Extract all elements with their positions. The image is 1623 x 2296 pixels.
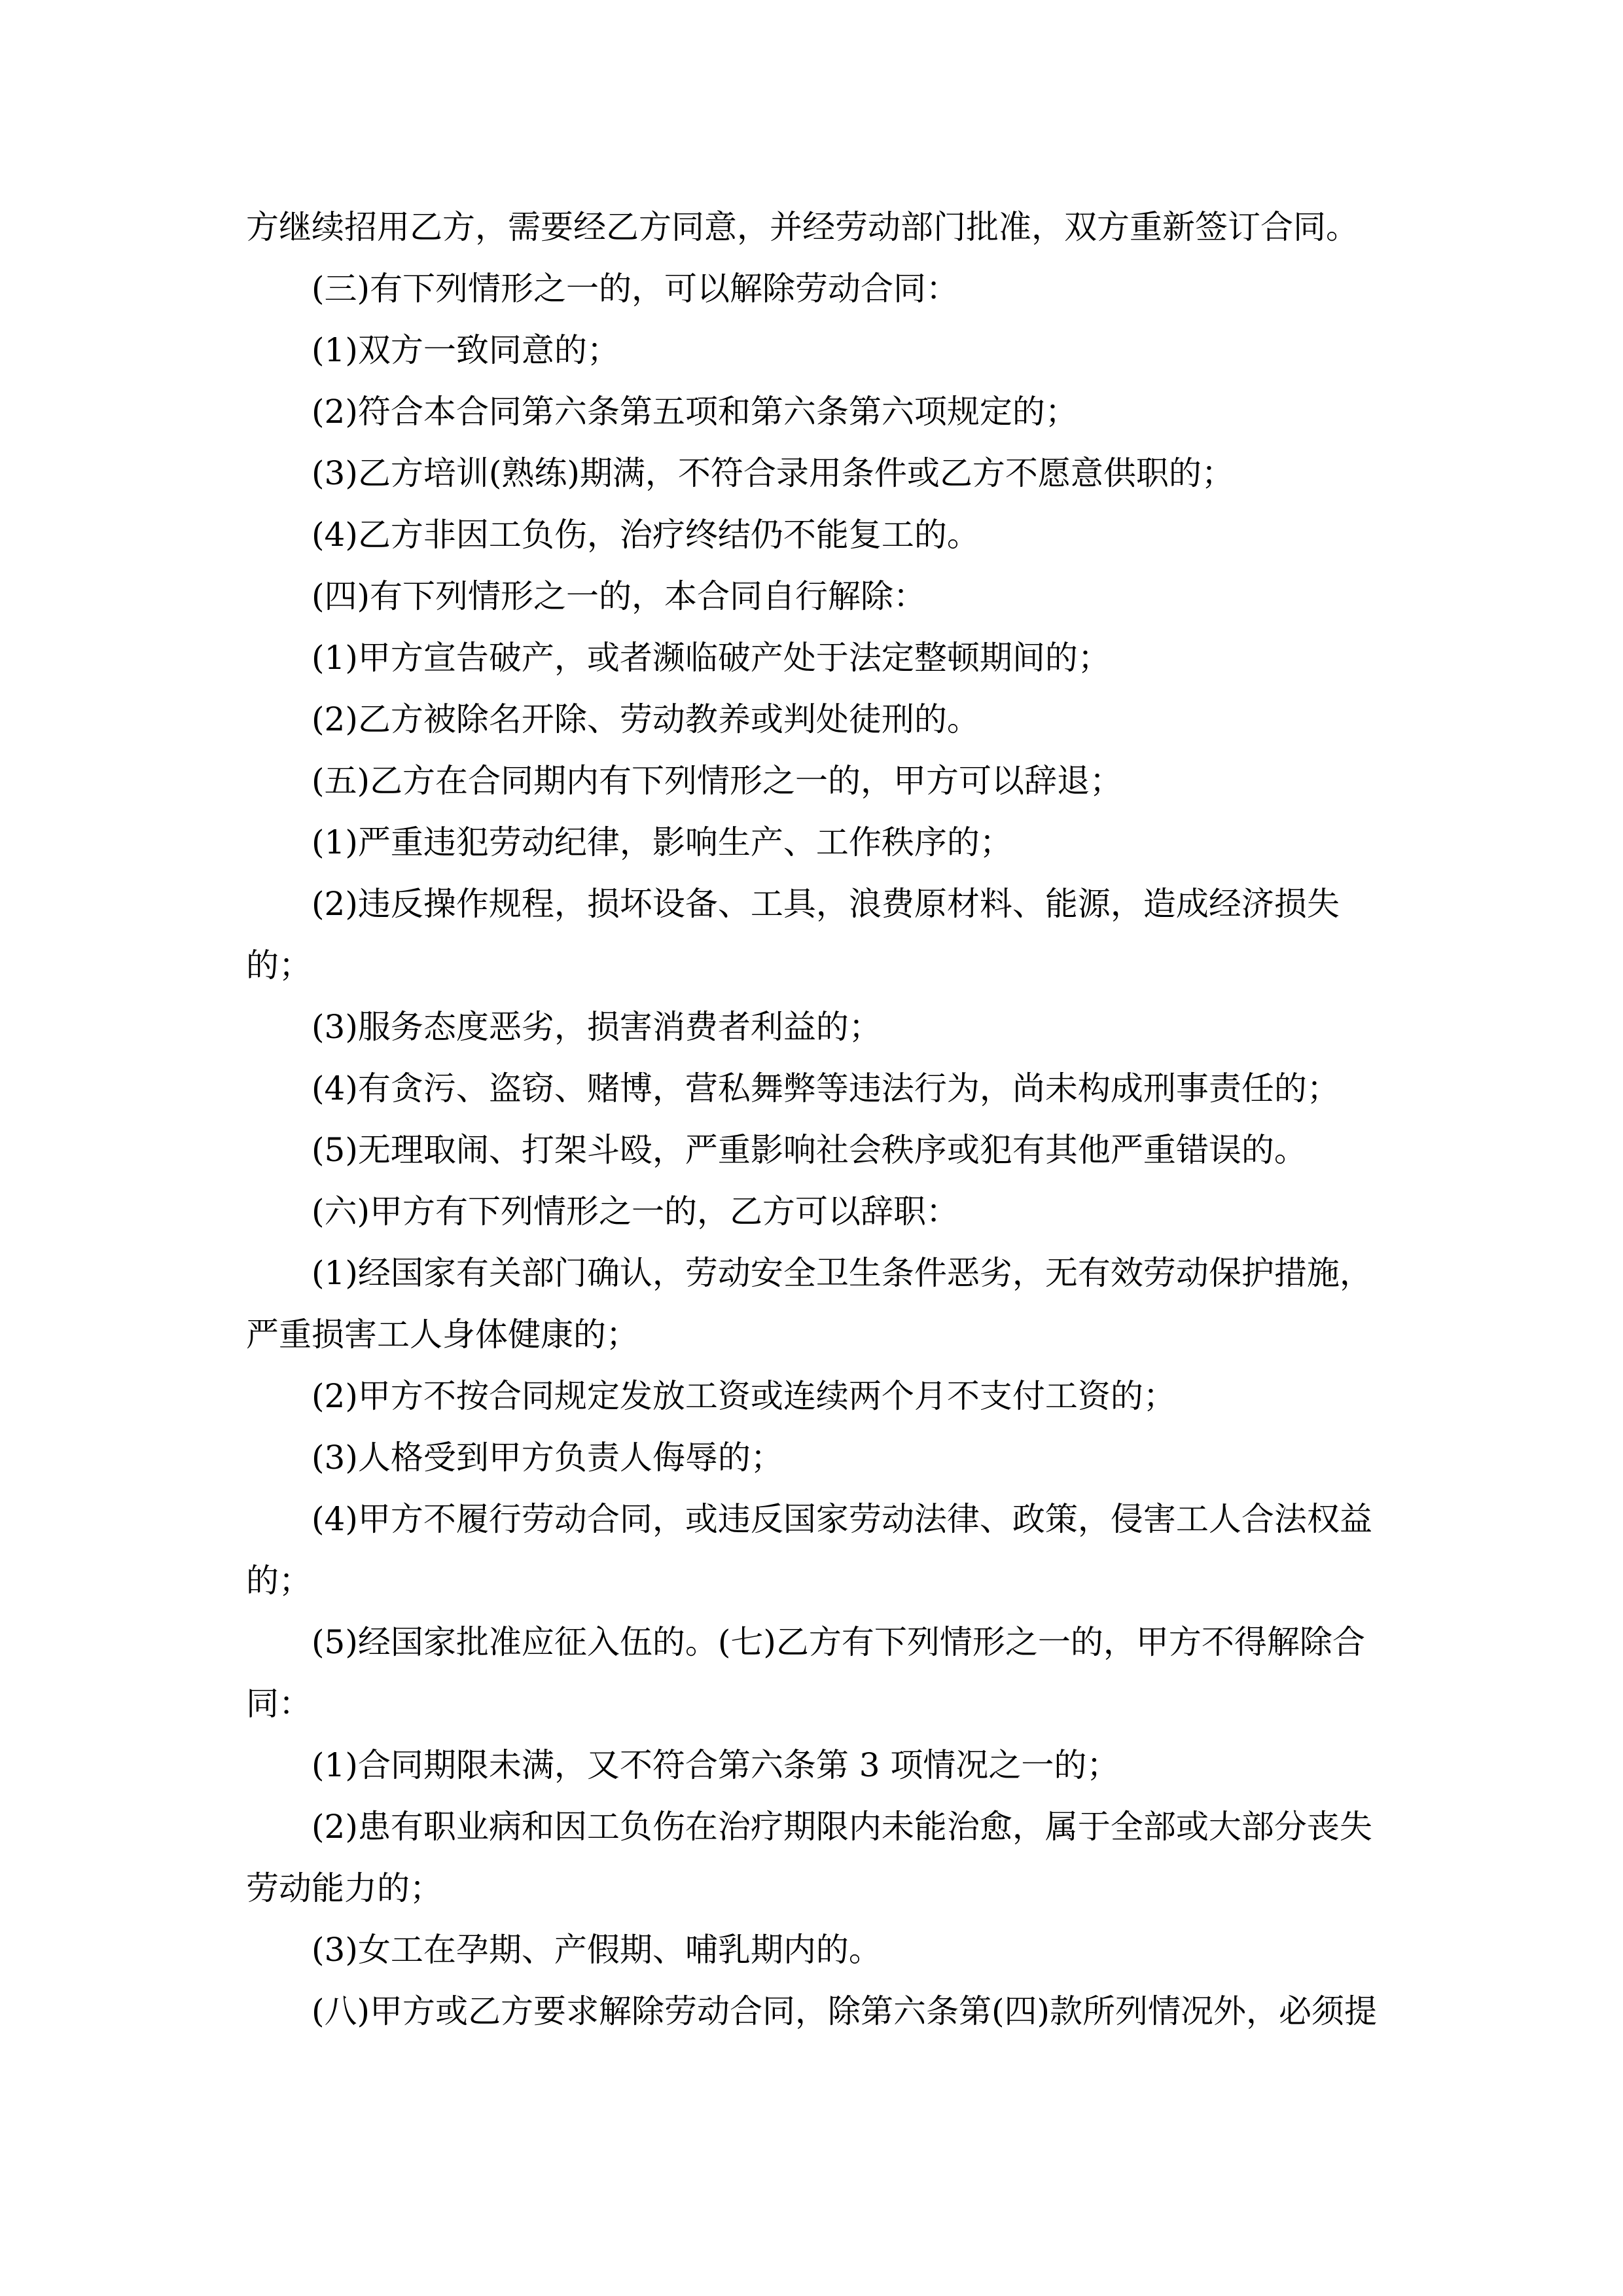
paragraph: (4)乙方非因工负伤，治疗终结仍不能复工的。 [312,516,980,554]
paragraph: (六)甲方有下列情形之一的，乙方可以辞职： [312,1193,959,1230]
paragraph: (五)乙方在合同期内有下列情形之一的，甲方可以辞退； [312,762,1123,800]
paragraph: (四)有下列情形之一的，本合同自行解除： [312,577,927,615]
paragraph: (1)甲方宣告破产，或者濒临破产处于法定整顿期间的； [312,639,1111,677]
paragraph: (3)女工在孕期、产假期、哺乳期内的。 [312,1931,882,1969]
paragraph: (4)甲方不履行劳动合同，或违反国家劳动法律、政策，侵害工人合法权益的； [246,1500,1372,1600]
paragraph: (5)经国家批准应征入伍的。(七)乙方有下列情形之一的，甲方不得解除合同： [246,1623,1365,1723]
paragraph: (2)患有职业病和因工负伤在治疗期限内未能治愈，属于全部或大部分丧失劳动能力的； [246,1808,1372,1907]
paragraph: (1)经国家有关部门确认，劳动安全卫生条件恶劣，无有效劳动保护措施，严重损害工人身体健康的； [246,1254,1372,1354]
paragraph: (3)人格受到甲方负责人侮辱的； [312,1439,783,1477]
paragraph: (八)甲方或乙方要求解除劳动合同，除第六条第(四)款所列情况外，必须提 [312,1992,1378,2030]
paragraph: (1)严重违犯劳动纪律，影响生产、工作秩序的； [312,823,1012,861]
paragraph: 方继续招用乙方，需要经乙方同意，并经劳动部门批准，双方重新签订合同。 [246,208,1359,246]
paragraph: (3)服务态度恶劣，损害消费者利益的； [312,1008,882,1046]
paragraph: (4)有贪污、盗窃、赌博，营私舞弊等违法行为，尚未构成刑事责任的； [312,1069,1340,1107]
paragraph: (3)乙方培训(熟练)期满，不符合录用条件或乙方不愿意供职的； [312,454,1234,492]
paragraph: (2)乙方被除名开除、劳动教养或判处徒刑的。 [312,700,980,738]
document-body [246,196,1378,2042]
paragraph: (5)无理取闹、打架斗殴，严重影响社会秩序或犯有其他严重错误的。 [312,1131,1307,1169]
paragraph: (1)双方一致同意的； [312,331,620,369]
paragraph: (2)甲方不按合同规定发放工资或连续两个月不支付工资的； [312,1377,1176,1415]
paragraph: (1)合同期限未满，又不符合第六条第 3 项情况之一的； [312,1746,1120,1784]
paragraph: (2)违反操作规程，损坏设备、工具，浪费原材料、能源，造成经济损失的； [246,885,1340,984]
paragraph: (三)有下列情形之一的，可以解除劳动合同： [312,270,959,308]
paragraph: (2)符合本合同第六条第五项和第六条第六项规定的； [312,393,1078,431]
